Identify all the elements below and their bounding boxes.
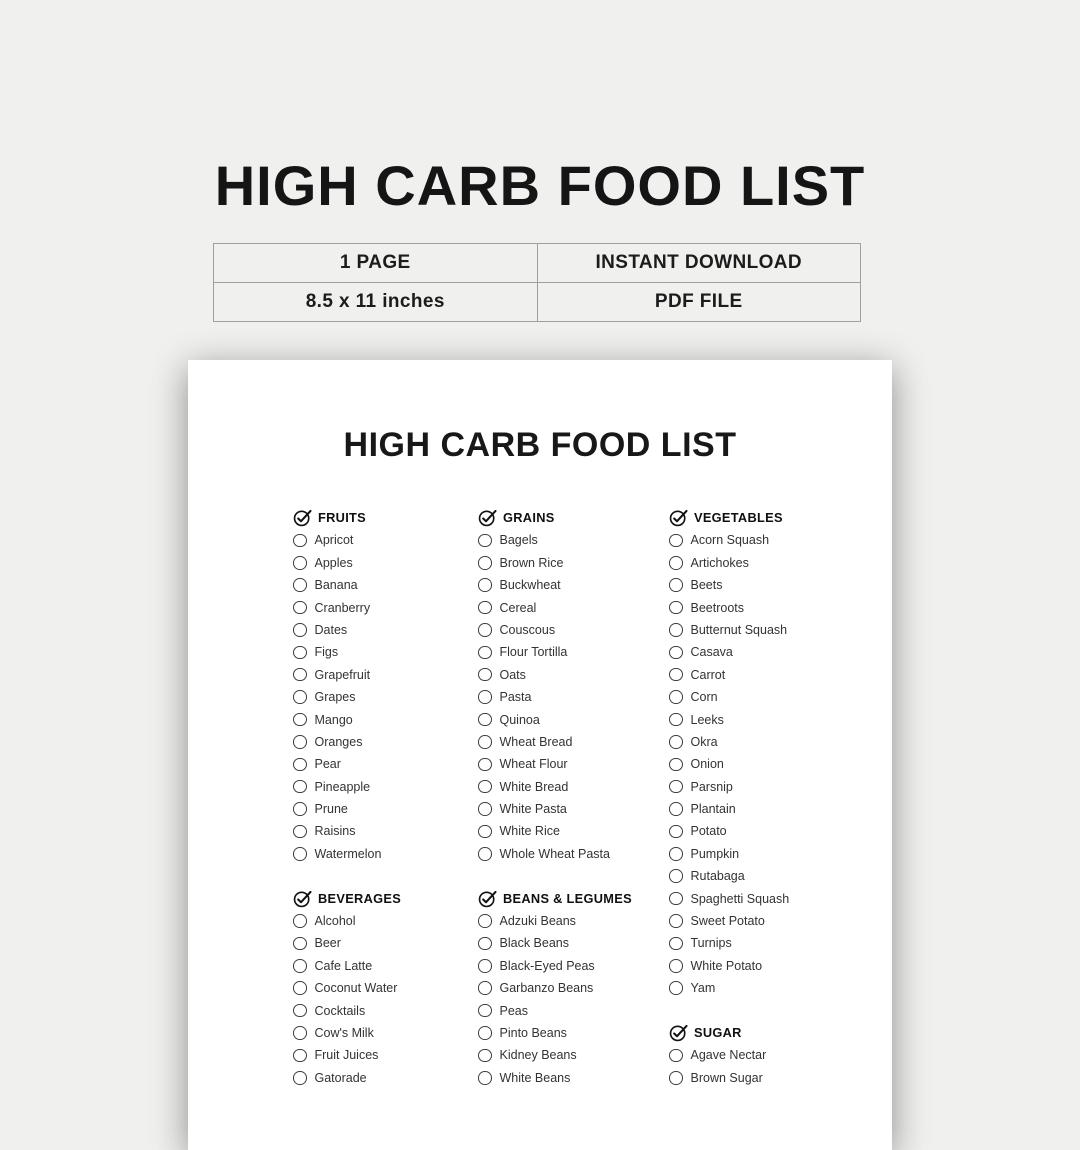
- checkbox-circle: [478, 825, 492, 839]
- checklist-item-row: [293, 686, 483, 708]
- checkbox-circle: [478, 713, 492, 727]
- checklist-item-label: Raisins: [314, 824, 356, 839]
- checklist-item-row: [293, 1067, 483, 1089]
- checklist-item-label: Acorn Squash: [690, 533, 770, 548]
- checkbox-circle: [293, 556, 307, 570]
- section-header: [293, 887, 483, 909]
- checkbox-circle: [669, 578, 683, 592]
- checkbox-circle: [478, 1004, 492, 1018]
- checklist-item-label: Pear: [314, 757, 341, 772]
- checklist-item-label: Mango: [314, 712, 353, 727]
- checklist-item-row: [478, 641, 668, 663]
- checklist-item-label: Sweet Potato: [690, 914, 765, 929]
- checklist-item-row: [478, 731, 668, 753]
- checkbox-circle: [478, 556, 492, 570]
- checkbox-circle: [478, 981, 492, 995]
- checkbox-circle: [669, 690, 683, 704]
- checklist-item-label: Oranges: [314, 734, 363, 749]
- checklist-item-row: [669, 798, 859, 820]
- checklist-item-label: Beer: [314, 936, 341, 951]
- checklist-item-row: [669, 977, 859, 999]
- checkbox-circle: [669, 713, 683, 727]
- checked-circle-icon: [293, 889, 312, 908]
- section-header: [293, 507, 483, 529]
- checklist-item-label: Casava: [690, 645, 733, 660]
- checklist-item-label: Couscous: [499, 622, 556, 637]
- checkbox-circle: [669, 959, 683, 973]
- checkbox-circle: [478, 914, 492, 928]
- checklist-item-row: [293, 619, 483, 641]
- checkbox-circle: [669, 556, 683, 570]
- checklist-item-label: White Potato: [690, 958, 763, 973]
- checklist-item-label: Flour Tortilla: [499, 645, 568, 660]
- checkbox-circle: [478, 937, 492, 951]
- checked-circle-icon: [478, 889, 497, 908]
- checkbox-circle: [669, 869, 683, 883]
- checklist-item-label: Gatorade: [314, 1070, 367, 1085]
- checklist-item-row: [478, 596, 668, 618]
- checklist-item-row: [293, 932, 483, 954]
- spec-cell-filetype: PDF FILE: [537, 283, 861, 322]
- checklist-item-label: Okra: [690, 734, 718, 749]
- paper-title: HIGH CARB FOOD LIST: [343, 426, 737, 464]
- checkbox-circle: [478, 646, 492, 660]
- checklist-item-row: [669, 686, 859, 708]
- checkbox-circle: [669, 758, 683, 772]
- checkbox-circle: [293, 937, 307, 951]
- checklist-item-row: [669, 820, 859, 842]
- checklist-item-row: [293, 1044, 483, 1066]
- checklist-item-label: Cereal: [499, 600, 537, 615]
- checklist-item-label: Cow's Milk: [314, 1025, 374, 1040]
- checklist-item-label: Spaghetti Squash: [690, 891, 790, 906]
- checklist-item-row: [478, 1022, 668, 1044]
- checklist-item-label: Beetroots: [690, 600, 745, 615]
- checklist-item-label: Cafe Latte: [314, 958, 373, 973]
- checklist-item-label: Apples: [314, 555, 353, 570]
- checklist-item-row: [478, 955, 668, 977]
- checklist-item-label: Carrot: [690, 667, 726, 682]
- checkbox-circle: [478, 690, 492, 704]
- spec-cell-size: 8.5 x 11 inches: [214, 283, 538, 322]
- checkbox-circle: [293, 601, 307, 615]
- checklist-item-label: Beets: [690, 578, 723, 593]
- section-header: [478, 887, 668, 909]
- checklist-item-label: White Pasta: [499, 802, 567, 817]
- checklist-item-label: Pasta: [499, 690, 532, 705]
- checklist-item-label: Butternut Squash: [690, 622, 788, 637]
- checklist-item-row: [293, 753, 483, 775]
- checklist-item-row: [669, 596, 859, 618]
- checked-circle-icon: [669, 1023, 688, 1042]
- checklist-item-row: [478, 529, 668, 551]
- checklist-item-label: Fruit Juices: [314, 1048, 379, 1063]
- checklist-item-row: [478, 708, 668, 730]
- checklist-item-label: Buckwheat: [499, 578, 561, 593]
- checklist-item-row: [293, 641, 483, 663]
- checklist-item-row: [669, 955, 859, 977]
- section-title: BEANS & LEGUMES: [503, 891, 632, 907]
- checklist-item-label: Pumpkin: [690, 846, 740, 861]
- checklist-item-row: [293, 843, 483, 865]
- checkbox-circle: [669, 914, 683, 928]
- checklist-item-label: Cranberry: [314, 600, 371, 615]
- checklist-item-label: Agave Nectar: [690, 1048, 767, 1063]
- checklist-item-row: [478, 843, 668, 865]
- checkbox-circle: [669, 802, 683, 816]
- checklist-item-label: Corn: [690, 690, 718, 705]
- checkbox-circle: [669, 668, 683, 682]
- checklist-item-row: [478, 910, 668, 932]
- checkbox-circle: [478, 534, 492, 548]
- checklist-item-row: [669, 552, 859, 574]
- checklist-item-row: [293, 955, 483, 977]
- checkbox-circle: [669, 892, 683, 906]
- checklist-item-label: Peas: [499, 1003, 528, 1018]
- checklist-item-row: [293, 664, 483, 686]
- checklist-item-label: Turnips: [690, 936, 732, 951]
- checklist-item-row: [293, 574, 483, 596]
- checklist-item-label: Brown Sugar: [690, 1070, 763, 1085]
- checklist-item-label: Grapefruit: [314, 667, 371, 682]
- checkbox-circle: [293, 578, 307, 592]
- checklist-item-row: [293, 999, 483, 1021]
- checklist-item-row: [293, 731, 483, 753]
- checklist-item-label: Wheat Flour: [499, 757, 568, 772]
- checkbox-circle: [669, 1071, 683, 1085]
- checklist-item-row: [669, 641, 859, 663]
- checklist-item-row: [669, 664, 859, 686]
- checkbox-circle: [293, 758, 307, 772]
- checkbox-circle: [478, 668, 492, 682]
- checklist-item-row: [478, 574, 668, 596]
- checkbox-circle: [293, 1026, 307, 1040]
- checklist-item-row: [293, 910, 483, 932]
- checklist-item-row: [293, 798, 483, 820]
- checkbox-circle: [293, 735, 307, 749]
- checklist-item-row: [293, 529, 483, 551]
- checkbox-circle: [669, 981, 683, 995]
- checklist-item-row: [669, 731, 859, 753]
- checklist-item-label: Apricot: [314, 533, 354, 548]
- checklist-item-label: Potato: [690, 824, 727, 839]
- checklist-item-label: Coconut Water: [314, 981, 398, 996]
- section-title: GRAINS: [503, 510, 555, 526]
- checklist-item-label: Leeks: [690, 712, 724, 727]
- checklist-item-label: Grapes: [314, 690, 356, 705]
- list-column: [669, 507, 859, 1089]
- checklist-item-label: Plantain: [690, 802, 736, 817]
- section-title: SUGAR: [694, 1025, 742, 1041]
- checkbox-circle: [293, 1004, 307, 1018]
- checklist-item-row: [669, 887, 859, 909]
- checklist-item-label: Brown Rice: [499, 555, 564, 570]
- checkbox-circle: [478, 959, 492, 973]
- checklist-item-label: Dates: [314, 622, 348, 637]
- checklist-item-row: [669, 753, 859, 775]
- checkbox-circle: [293, 1049, 307, 1063]
- checkbox-circle: [293, 914, 307, 928]
- checklist-item-label: Wheat Bread: [499, 734, 573, 749]
- checklist-item-row: [669, 775, 859, 797]
- checklist-item-row: [669, 529, 859, 551]
- checkbox-circle: [293, 825, 307, 839]
- checkbox-circle: [669, 735, 683, 749]
- section-header: [669, 507, 859, 529]
- checkbox-circle: [293, 623, 307, 637]
- checkbox-circle: [293, 713, 307, 727]
- checklist-item-row: [669, 574, 859, 596]
- checkbox-circle: [669, 1049, 683, 1063]
- checkbox-circle: [478, 1026, 492, 1040]
- list-column: [478, 507, 668, 1089]
- checklist-item-label: Whole Wheat Pasta: [499, 846, 610, 861]
- spec-table: [213, 243, 861, 322]
- checkbox-circle: [293, 780, 307, 794]
- checklist-item-row: [478, 775, 668, 797]
- section-title: FRUITS: [318, 510, 367, 526]
- checklist-item-row: [478, 686, 668, 708]
- section-header: [669, 1022, 859, 1044]
- checked-circle-icon: [293, 508, 312, 527]
- checklist-item-row: [478, 1067, 668, 1089]
- checkbox-circle: [293, 959, 307, 973]
- checklist-item-row: [478, 932, 668, 954]
- checkbox-circle: [478, 601, 492, 615]
- paper-mockup: [188, 360, 892, 1150]
- checklist-item-label: Cocktails: [314, 1003, 366, 1018]
- checklist-item-row: [293, 820, 483, 842]
- checklist-item-row: [669, 910, 859, 932]
- checklist-item-label: Prune: [314, 802, 348, 817]
- checkbox-circle: [293, 847, 307, 861]
- checklist-item-label: Banana: [314, 578, 358, 593]
- checklist-item-label: Quinoa: [499, 712, 540, 727]
- checklist-item-row: [293, 775, 483, 797]
- checkbox-circle: [293, 981, 307, 995]
- checklist-item-label: Onion: [690, 757, 724, 772]
- checkbox-circle: [293, 1071, 307, 1085]
- checklist-item-label: Alcohol: [314, 914, 356, 929]
- checklist-item-label: Black Beans: [499, 936, 569, 951]
- checklist-item-row: [478, 753, 668, 775]
- checklist-item-row: [478, 664, 668, 686]
- checklist-item-label: Artichokes: [690, 555, 749, 570]
- checkbox-circle: [669, 937, 683, 951]
- checkbox-circle: [293, 690, 307, 704]
- checkbox-circle: [478, 735, 492, 749]
- checklist-item-row: [478, 820, 668, 842]
- checkbox-circle: [478, 578, 492, 592]
- checklist-item-label: Watermelon: [314, 846, 382, 861]
- checklist-item-label: Pinto Beans: [499, 1025, 567, 1040]
- checklist-item-row: [478, 977, 668, 999]
- checkbox-circle: [669, 601, 683, 615]
- checklist-item-row: [669, 932, 859, 954]
- checkbox-circle: [293, 802, 307, 816]
- checklist-item-label: Pineapple: [314, 779, 371, 794]
- checklist-item-row: [669, 1044, 859, 1066]
- checkbox-circle: [293, 668, 307, 682]
- checkbox-circle: [478, 623, 492, 637]
- checklist-item-row: [669, 1067, 859, 1089]
- checklist-item-row: [669, 708, 859, 730]
- checklist-item-row: [478, 1044, 668, 1066]
- list-column: [293, 507, 483, 1089]
- checklist-item-row: [669, 865, 859, 887]
- checklist-item-label: Figs: [314, 645, 339, 660]
- checkbox-circle: [669, 780, 683, 794]
- checkbox-circle: [669, 825, 683, 839]
- checkbox-circle: [669, 847, 683, 861]
- checked-circle-icon: [478, 508, 497, 527]
- checkbox-circle: [669, 623, 683, 637]
- checklist-item-label: Black-Eyed Peas: [499, 958, 595, 973]
- checklist-item-row: [478, 798, 668, 820]
- checklist-item-label: Garbanzo Beans: [499, 981, 594, 996]
- checkbox-circle: [478, 847, 492, 861]
- checklist-item-label: White Rice: [499, 824, 560, 839]
- checked-circle-icon: [669, 508, 688, 527]
- checklist-item-label: White Beans: [499, 1070, 571, 1085]
- section-title: VEGETABLES: [694, 510, 783, 526]
- spec-cell-pages: 1 PAGE: [214, 244, 538, 283]
- checklist-item-row: [293, 596, 483, 618]
- checkbox-circle: [669, 534, 683, 548]
- checklist-item-row: [293, 1022, 483, 1044]
- checklist-item-label: Rutabaga: [690, 869, 745, 884]
- checkbox-circle: [478, 758, 492, 772]
- checklist-item-label: Kidney Beans: [499, 1048, 577, 1063]
- checklist-item-row: [293, 708, 483, 730]
- checklist-item-label: Oats: [499, 667, 526, 682]
- checklist-item-label: Adzuki Beans: [499, 914, 576, 929]
- checklist-item-row: [293, 552, 483, 574]
- checkbox-circle: [669, 646, 683, 660]
- section-title: BEVERAGES: [318, 891, 402, 907]
- checklist-item-row: [669, 619, 859, 641]
- section-header: [478, 507, 668, 529]
- checklist-item-row: [478, 999, 668, 1021]
- checklist-item-row: [293, 977, 483, 999]
- hero-title: HIGH CARB FOOD LIST: [214, 154, 866, 217]
- checklist-item-row: [478, 552, 668, 574]
- checkbox-circle: [478, 802, 492, 816]
- checklist-item-row: [669, 843, 859, 865]
- checkbox-circle: [478, 1071, 492, 1085]
- checkbox-circle: [478, 780, 492, 794]
- checkbox-circle: [478, 1049, 492, 1063]
- checkbox-circle: [293, 646, 307, 660]
- checklist-item-row: [478, 619, 668, 641]
- checklist-item-label: Bagels: [499, 533, 538, 548]
- spec-cell-download: INSTANT DOWNLOAD: [537, 244, 861, 283]
- checkbox-circle: [293, 534, 307, 548]
- checklist-item-label: White Bread: [499, 779, 569, 794]
- checklist-item-label: Yam: [690, 981, 716, 996]
- checklist-item-label: Parsnip: [690, 779, 733, 794]
